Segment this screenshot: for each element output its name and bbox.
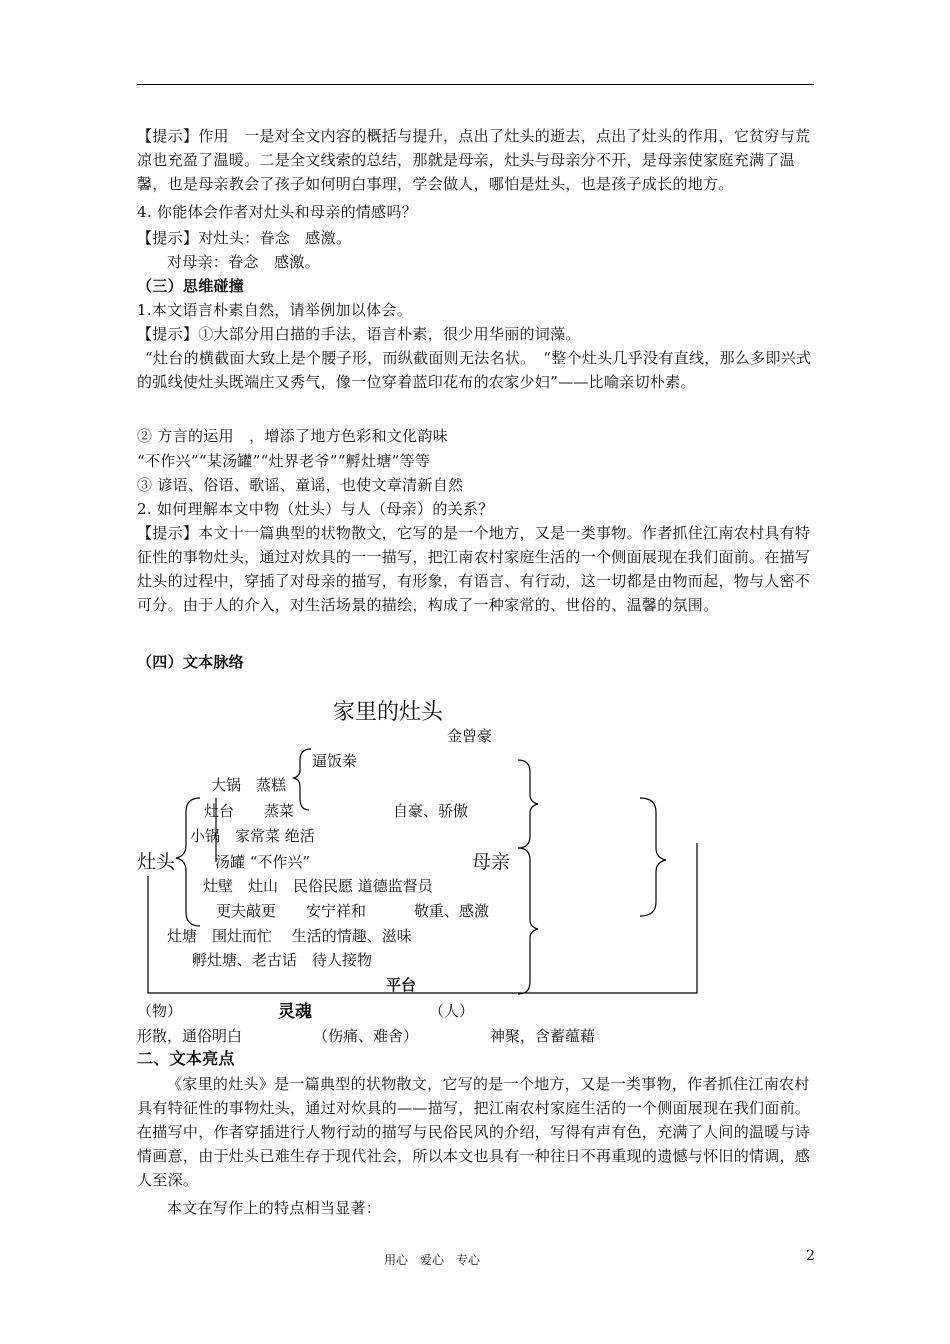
- question-2: 2. 如何理解本文中物（灶头）与人（母亲）的关系？: [137, 500, 494, 518]
- hint-4a: 【提示】对灶头：眷念 感激。: [137, 229, 352, 247]
- diagram-item: 汤罐 “不作兴”: [215, 853, 311, 871]
- hint-1: 【提示】①大部分用白描的手法，语言朴素，很少用华丽的词藻。: [137, 325, 581, 343]
- brace-right-2: [518, 848, 538, 994]
- dialect-examples: “不作兴”“某汤罐”“灶界老爷”“孵灶塘”等等: [137, 452, 431, 470]
- question-4: 4. 你能体会作者对灶头和母亲的情感吗？: [137, 203, 418, 221]
- diagram-bottom-1: 形散，通俗明白: [137, 1027, 243, 1045]
- diagram-ren: （人）: [429, 1002, 475, 1020]
- diagram-right-label: 母亲: [472, 851, 511, 873]
- hint-4b: 对母亲：眷念 感激。: [167, 253, 321, 271]
- platform-bracket: [148, 843, 697, 993]
- diagram-item: 灶塘 围灶而忙 生活的情趣、滋味: [167, 927, 412, 945]
- diagram-left-label: 灶头: [137, 851, 176, 873]
- diagram-item: 小锅 家常菜 绝活: [190, 827, 315, 845]
- diagram-bottom-2: （伤痛、难舍）: [313, 1027, 419, 1045]
- diagram-item: 自豪、骄傲: [393, 802, 469, 820]
- diagram-item: 灶壁 灶山 民俗民愿 道德监督员: [203, 877, 433, 895]
- diagram-item: 大锅 蒸糕: [211, 776, 287, 794]
- point-2: ② 方言的运用 ，增添了地方色彩和文化韵味: [137, 427, 449, 445]
- diagram-item: 逼饭桊: [312, 752, 358, 770]
- hint-paragraph-1: 【提示】作用 一是对全文内容的概括与提升，点出了灶头的逝去，点出了灶头的作用，它贫穷与荒凉也充盈了温暖。二是全文线索的总结，那就是母亲，灶头与母亲分不开，是母亲使家庭充满了温馨，也是母亲教会了孩子如何明白事理，学会做人，哪怕是灶头，也是孩子成长的地方。: [137, 127, 811, 193]
- diagram-wu: （物）: [137, 1002, 183, 1020]
- section-2-paragraph-2: 本文在写作上的特点相当显著：: [167, 1199, 382, 1217]
- page-number: 2: [806, 1248, 815, 1264]
- diagram-platform: 平台: [386, 976, 417, 994]
- section-4-heading: （四）文本脉络: [137, 653, 245, 671]
- section-2-paragraph-1: 《家里的灶头》是一篇典型的状物散文，它写的是一个地方，又是一类事物，作者抓住江南农村具有特征性的事物灶头，通过对炊具的——描写，把江南农村家庭生活的一个侧面展现在我们面前。在描写中，作者穿插进行人物行动的描写与民俗民风的介绍，写得有声有色，充满了人间的温暖与诗情画意，由于灶头已难生存于现代社会，所以本文也具有一种往日不再重现的遗憾与怀旧的情调，感人至深。: [137, 1075, 811, 1189]
- quote-1: “灶台的横截面大致上是个腰子形，而纵截面则无法名状。 “整个灶头几乎没有直线，那么多即兴式的弧线使灶头既端庄又秀气，像一位穿着蓝印花布的农家少妇”——比喻亲切朴素。: [137, 349, 812, 391]
- diagram-title: 家里的灶头: [333, 700, 444, 725]
- diagram-author: 金曾豪: [447, 727, 493, 745]
- hint-2: 【提示】本文十一篇典型的状物散文，它写的是一个地方，又是一类事物。作者抓住江南农村具有特征性的事物灶头，通过对炊具的一一描写，把江南农村家庭生活的一个侧面展现在我们面前。在描写灶头的过程中，穿插了对母亲的描写，有形象，有语言、有行动，这一切都是由物而起，物与人密不可分。由于人的介入，对生活场景的描绘，构成了一种家常的、世俗的、温馨的氛围。: [137, 524, 811, 614]
- diagram-item: 灶台 蒸菜: [204, 802, 295, 820]
- brace-left: [176, 798, 200, 926]
- diagram-soul: 灵魂: [278, 1002, 312, 1022]
- footer-text: 用心 爱心 专心: [384, 1253, 481, 1267]
- diagram-item: 更夫敲更 安宁祥和: [216, 902, 367, 920]
- brace-right-1: [518, 760, 538, 848]
- diagram-item: 孵灶塘、老古话 待人接物: [192, 951, 373, 969]
- brace-small: [294, 749, 311, 810]
- diagram-bottom-3: 神聚，含蓄蕴藉: [490, 1027, 596, 1045]
- point-3: ③ 谚语、俗语、歌谣、童谣，也使文章清新自然: [137, 476, 464, 494]
- brace-right-big: [640, 798, 666, 916]
- question-1: 1.本文语言朴素自然，请举例加以体会。: [137, 301, 413, 319]
- diagram-item: 敬重、感激: [414, 902, 490, 920]
- section-2-heading: 二、文本亮点: [137, 1049, 235, 1068]
- section-3-heading: （三）思维碰撞: [137, 277, 245, 295]
